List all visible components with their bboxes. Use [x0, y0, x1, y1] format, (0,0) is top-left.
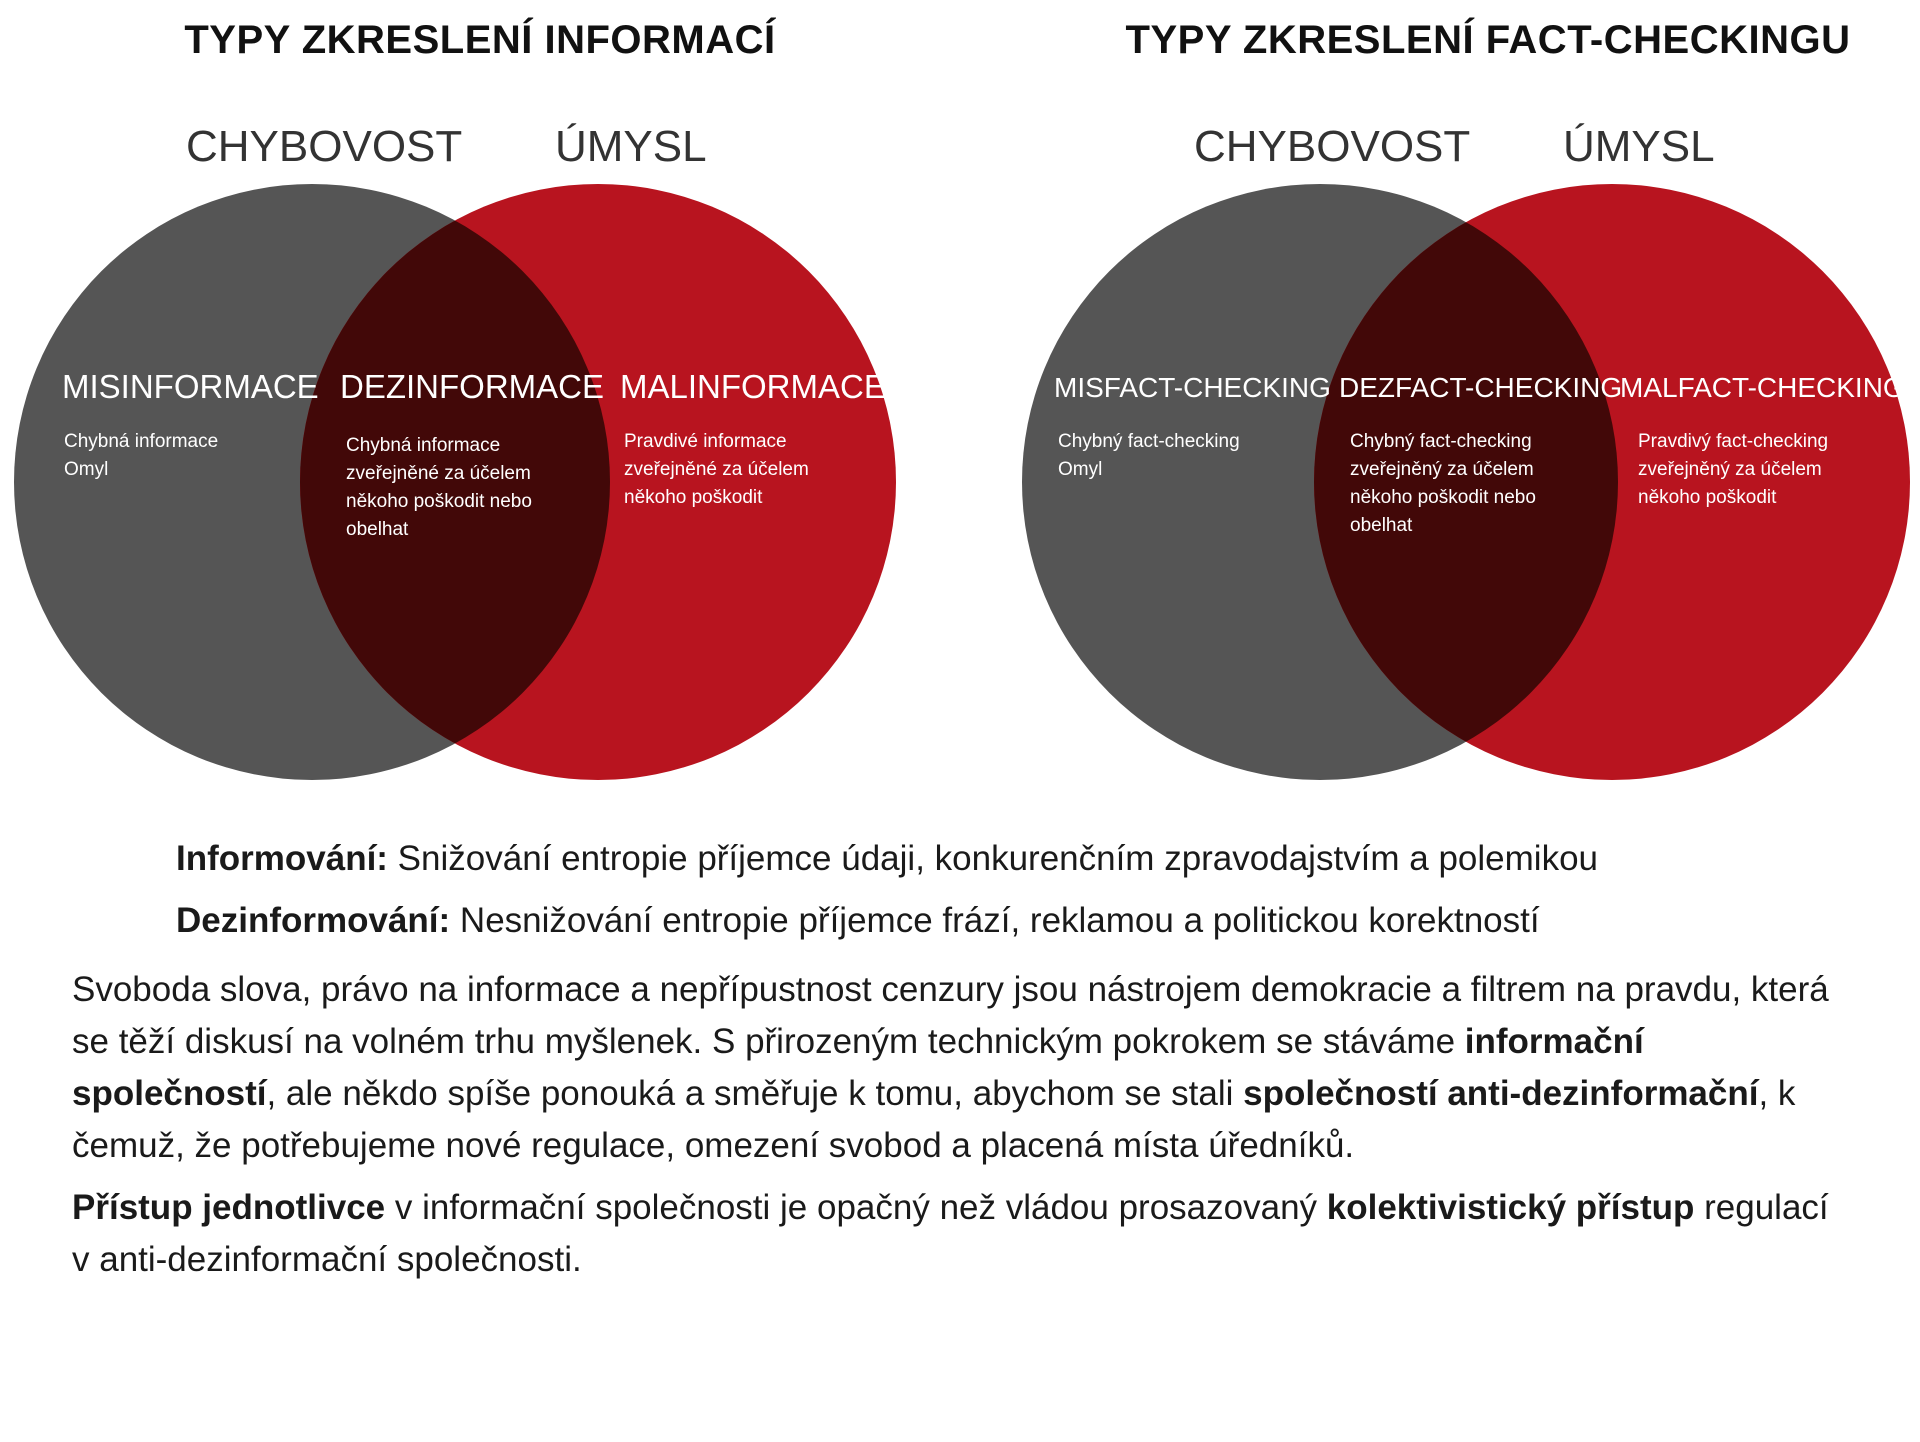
body-text: [72, 964, 1852, 1296]
region-title-misinformation: MISINFORMACE: [62, 368, 319, 405]
diagram-title: TYPY ZKRESLENÍ INFORMACÍ: [184, 18, 776, 62]
definition-term: Informování:: [176, 839, 388, 878]
definition-text: Snižování entropie příjemce údaji, konkurenčním zpravodajstvím a polemikou: [387, 839, 1598, 878]
definitions: [176, 828, 1876, 952]
region-desc-dezfact-checking: Chybný fact-checking zveřejněný za účelem někoho poškodit nebo obelhat: [1350, 431, 1536, 536]
region-desc-misfact-checking: Chybný fact-checking Omyl: [1058, 431, 1240, 480]
diagram-title: TYPY ZKRESLENÍ FACT-CHECKINGU: [1125, 18, 1851, 62]
region-title-malfact-checking: MALFACT-CHECKING: [1620, 372, 1905, 403]
definition-text: Nesnižování entropie příjemce frází, reklamou a politickou korektností: [450, 901, 1540, 940]
definition-term: Dezinformování:: [176, 901, 451, 940]
paragraph-freedom: Svoboda slova, právo na informace a nepřípustnost cenzury jsou nástrojem demokracie a filtrem na pravdu, která se těží diskusí na volném trhu myšlenek. S přirozeným technickým pokrokem se stáváme informační společností, ale někdo spíše ponouká a směřuje k tomu, abychom se stali společností anti-dezinformační, k čemuž, že potřebujeme nové regulace, omezení svobod a placená místa úředníků.: [72, 970, 1829, 1165]
region-title-misfact-checking: MISFACT-CHECKING: [1054, 372, 1331, 403]
region-title-disinformation: DEZINFORMACE: [340, 368, 604, 405]
definition-disinforming: [176, 890, 1876, 952]
axis-label-intent: ÚMYSL: [1563, 122, 1715, 171]
definition-informing: [176, 828, 1876, 890]
venn-diagram-information: [0, 0, 960, 800]
region-desc-malinformation: Pravdivé informace zveřejněné za účelem někoho poškodit: [624, 431, 809, 508]
axis-label-error: CHYBOVOST: [186, 122, 463, 171]
paragraph-approach: Přístup jednotlivce v informační společnosti je opačný než vládou prosazovaný kolektivistický přístup regulací v anti-dezinformační společnosti.: [72, 1188, 1829, 1279]
axis-label-error: CHYBOVOST: [1194, 122, 1471, 171]
region-desc-malfact-checking: Pravdivý fact-checking zveřejněný za účelem někoho poškodit: [1638, 431, 1829, 508]
venn-diagram-fact-checking: [1008, 0, 1920, 800]
region-desc-disinformation: Chybná informace zveřejněné za účelem někoho poškodit nebo obelhat: [346, 435, 532, 540]
region-desc-misinformation: Chybná informace Omyl: [64, 431, 219, 480]
axis-label-intent: ÚMYSL: [555, 122, 707, 171]
region-title-malinformation: MALINFORMACE: [620, 368, 886, 405]
region-title-dezfact-checking: DEZFACT-CHECKING: [1339, 372, 1623, 403]
